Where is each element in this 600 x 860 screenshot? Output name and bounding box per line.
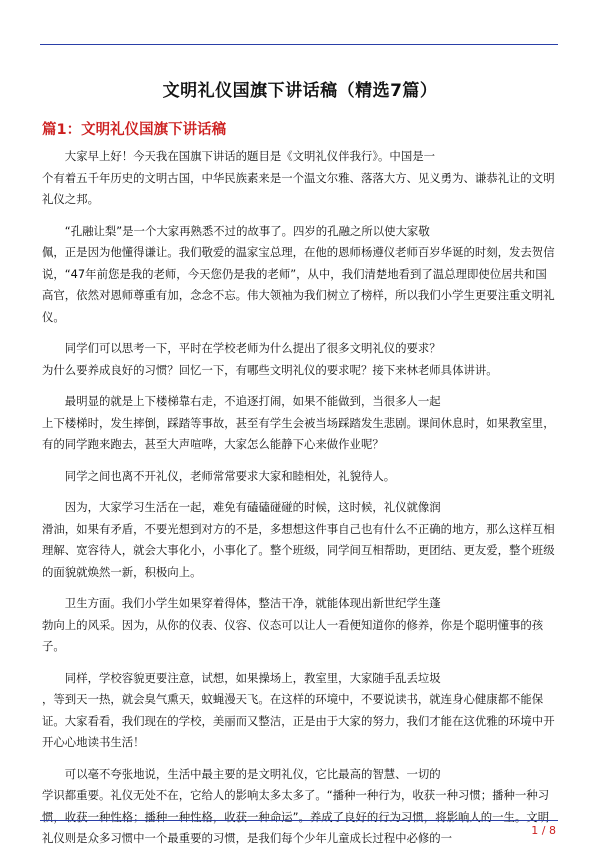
paragraph-first-line: 最明显的就是上下楼梯靠右走，不追逐打闹，如果不能做到，当很多人一起 xyxy=(64,394,441,408)
paragraph-first-line: 可以毫不夸张地说，生活中最主要的是文明礼仪，它比最高的智慧、一切的 xyxy=(64,766,441,781)
paragraph-3 xyxy=(42,338,556,381)
paragraph-2 xyxy=(42,221,556,329)
paragraph-7 xyxy=(42,593,556,658)
paragraph-rest: 上下楼梯时，发生摔倒，踩踏等事故，甚至有学生会被当场踩踏发生悲剧。课间休息时，如果教室里，有的同学跑来跑去，甚至大声喧哗，大家怎么能静下心来做作业呢？ xyxy=(42,415,555,451)
paragraph-rest: 滑油，如果有矛盾，不要光想到对方的不是，多想想这件事自己也有什么不正确的地方，那么这样互相理解、宽容待人，就会大事化小，小事化了。整个班级，同学间互相帮助，更团结、更友爱，整个班级的面貌就焕然一新，积极向上。 xyxy=(42,521,555,579)
paragraph-rest: 个有着五千年历史的文明古国，中华民族素来是一个温文尔雅、落落大方、见义勇为、谦恭礼让的文明礼仪之邦。 xyxy=(42,170,555,206)
paragraph-first-line: 卫生方面。我们小学生如果穿着得体，整洁干净，就能体现出新世纪学生蓬 xyxy=(64,596,441,610)
paragraph-rest: 勃向上的风采。因为，从你的仪表、仪容、仪态可以让人一看便知道你的修养，你是个聪明懂事的孩子。 xyxy=(42,617,544,653)
paragraph-first-line: “孔融让梨”是一个大家再熟悉不过的故事了。四岁的孔融之所以使大家敬 xyxy=(64,223,430,238)
paragraph-first-line: 因为，大家学习生活在一起，难免有磕磕碰碰的时候，这时候，礼仪就像润 xyxy=(64,500,441,514)
document-title: 文明礼仪国旗下讲话稿（精选7篇） xyxy=(162,81,438,101)
top-rule xyxy=(40,44,558,45)
bottom-rule xyxy=(40,820,558,821)
paragraph-rest: 佩，正是因为他懂得谦让。我们敬爱的温家宝总理，在他的恩师杨遵仪老师百岁华诞的时刻，发去贺信说，“47年前您是我的老师，今天您仍是我的老师”，从中，我们清楚地看到了温总理即使位居共和国高官，依然对恩师尊重有加，念念不忘。伟大领袖为我们树立了榜样，所以我们小学生更要注重文明礼仪。 xyxy=(42,245,555,324)
paragraph-rest: 学识都重要。礼仪无处不在，它给人的影响太多太多了。“播种一种行为，收获一种习惯；播种一种习惯，收获一种性格；播种一种性格，收获一种命运”。养成了良好的行为习惯，将影响人的一生。文明礼仪则是众多习惯中一个最重要的习惯，是我们每个少年儿童成长过程中必修的一 xyxy=(42,788,550,845)
paragraph-8 xyxy=(42,668,556,754)
paragraph-1 xyxy=(42,146,556,211)
paragraph-rest: ，等到天一热，就会臭气熏天，蚊蝇漫天飞。在这样的环境中，不要说读书，就连身心健康都不能保证。大家看看，我们现在的学校，美丽而又整洁，正是由于大家的努力，我们才能在这优雅的环境中开开心心地读书生活！ xyxy=(42,692,555,749)
section-heading: 篇1：文明礼仪国旗下讲话稿 xyxy=(42,122,227,138)
paragraph-first-line: 同样，学校容貌更要注意，试想，如果操场上，教室里，大家随手乱丢垃圾 xyxy=(64,670,441,685)
paragraph-9 xyxy=(42,764,556,850)
document-body xyxy=(42,146,556,860)
paragraph-rest: 为什么要养成良好的习惯？回忆一下，有哪些文明礼仪的要求呢？接下来林老师具体讲讲。 xyxy=(42,362,498,377)
paragraph-6 xyxy=(42,497,556,583)
paragraph-4 xyxy=(42,391,556,456)
paragraph-first-line: 同学们可以思考一下，平时在学校老师为什么提出了很多文明礼仪的要求？ xyxy=(64,341,441,355)
paragraph-first-line: 大家早上好！今天我在国旗下讲话的题目是《文明礼仪伴我行》。中国是一 xyxy=(64,149,435,163)
paragraph-5 xyxy=(42,466,556,488)
page-indicator: 1 / 8 xyxy=(531,824,556,837)
paragraph-first-line: 同学之间也离不开礼仪，老师常常要求大家和睦相处，礼貌待人。 xyxy=(64,468,396,483)
